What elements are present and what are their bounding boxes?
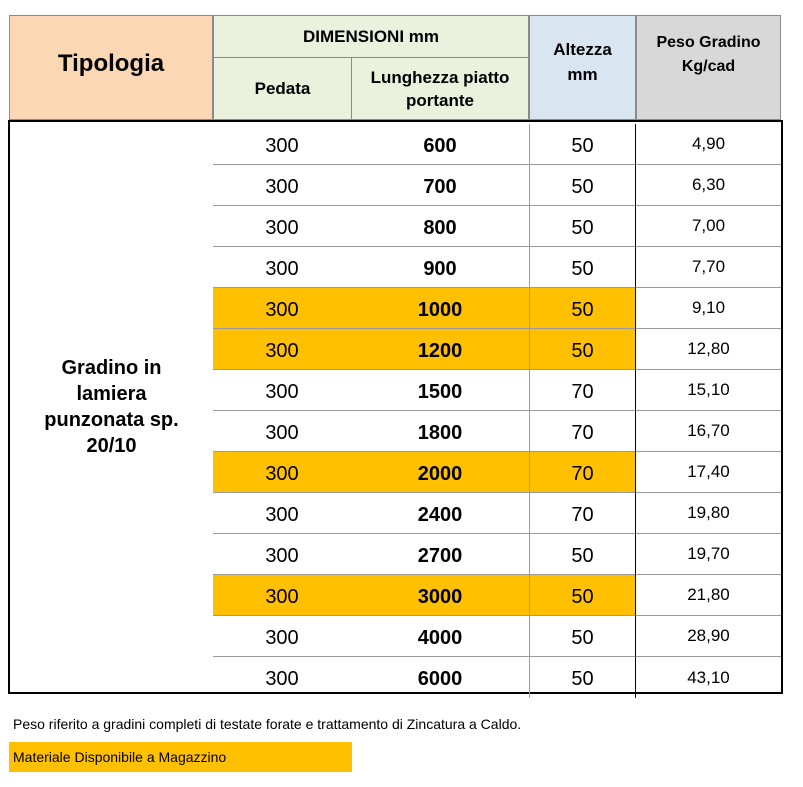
pedata-cell: 300 xyxy=(213,575,351,616)
lunghezza-header xyxy=(351,57,529,120)
altezza-cell: 50 xyxy=(529,329,636,370)
lunghezza-cell: 3000 xyxy=(351,575,529,616)
table-row xyxy=(213,247,781,288)
altezza-cell: 50 xyxy=(529,288,636,329)
peso-cell: 43,10 xyxy=(687,667,730,687)
pedata-header-label: Pedata xyxy=(254,78,311,98)
peso-cell: 28,90 xyxy=(636,616,781,657)
pedata-cell: 300 xyxy=(213,534,351,575)
altezza-cell: 50 xyxy=(529,534,636,575)
legend-label: Materiale Disponibile a Magazzino xyxy=(13,749,227,765)
peso-cell: 19,80 xyxy=(636,493,781,534)
table-row xyxy=(213,124,781,165)
peso-cell: 6,30 xyxy=(636,165,781,206)
tipologia-value: Gradino in lamiera punzonata sp. 20/10 xyxy=(44,357,179,457)
lunghezza-cell: 6000 xyxy=(417,668,463,690)
pedata-cell: 300 xyxy=(213,288,351,329)
lunghezza-cell: 1500 xyxy=(351,370,529,411)
peso-cell: 17,40 xyxy=(636,452,781,493)
peso-cell: 21,80 xyxy=(636,575,781,616)
lunghezza-cell: 600 xyxy=(351,124,529,165)
tipologia-header xyxy=(9,15,213,120)
dimensioni-header xyxy=(213,15,529,58)
altezza-cell: 70 xyxy=(529,452,636,493)
lunghezza-cell: 800 xyxy=(351,206,529,247)
peso-cell: 9,10 xyxy=(636,288,781,329)
altezza-header xyxy=(529,15,636,120)
altezza-cell: 70 xyxy=(529,370,636,411)
peso-cell: 4,90 xyxy=(636,124,781,165)
table-row xyxy=(213,288,781,329)
tipologia-header-label: Tipologia xyxy=(57,49,165,77)
table-row xyxy=(213,370,781,411)
table-row xyxy=(213,206,781,247)
lunghezza-cell: 2400 xyxy=(351,493,529,534)
table-row xyxy=(213,657,781,698)
peso-cell: 15,10 xyxy=(636,370,781,411)
table-row xyxy=(213,616,781,657)
peso-cell: 16,70 xyxy=(636,411,781,452)
pedata-cell: 300 xyxy=(213,493,351,534)
altezza-cell: 50 xyxy=(529,124,636,165)
dimensioni-header-label: DIMENSIONI mm xyxy=(302,26,440,46)
pedata-cell: 300 xyxy=(213,329,351,370)
table-row xyxy=(213,534,781,575)
lunghezza-cell: 900 xyxy=(351,247,529,288)
altezza-cell: 70 xyxy=(529,493,636,534)
table-row xyxy=(213,411,781,452)
altezza-cell: 50 xyxy=(529,247,636,288)
pedata-cell: 300 xyxy=(213,370,351,411)
altezza-cell: 50 xyxy=(529,657,636,698)
pedata-cell: 300 xyxy=(213,124,351,165)
altezza-cell: 50 xyxy=(529,206,636,247)
pedata-header xyxy=(213,57,352,120)
pedata-cell: 300 xyxy=(213,411,351,452)
table-row xyxy=(213,165,781,206)
pedata-cell: 300 xyxy=(213,206,351,247)
peso-cell: 12,80 xyxy=(636,329,781,370)
table-row xyxy=(213,329,781,370)
footnote: Peso riferito a gradini completi di testate forate e trattamento di Zincatura a Caldo. xyxy=(13,716,522,732)
legend-available-stock xyxy=(9,742,352,772)
lunghezza-cell: 4000 xyxy=(351,616,529,657)
peso-cell: 19,70 xyxy=(636,534,781,575)
altezza-header-label: Altezza mm xyxy=(553,39,612,84)
peso-header xyxy=(636,15,781,120)
lunghezza-cell: 2700 xyxy=(351,534,529,575)
pedata-cell: 300 xyxy=(213,616,351,657)
tipologia-cell xyxy=(10,122,213,692)
lunghezza-cell: 1000 xyxy=(351,288,529,329)
peso-cell: 7,70 xyxy=(636,247,781,288)
lunghezza-cell: 700 xyxy=(351,165,529,206)
altezza-cell: 50 xyxy=(529,575,636,616)
table-row xyxy=(213,452,781,493)
peso-cell: 7,00 xyxy=(636,206,781,247)
lunghezza-header-label: Lunghezza piatto portante xyxy=(370,67,510,110)
peso-header-label: Peso Gradino Kg/cad xyxy=(656,33,761,75)
lunghezza-cell: 1800 xyxy=(351,411,529,452)
pedata-cell: 300 xyxy=(213,452,351,493)
lunghezza-cell: 1200 xyxy=(351,329,529,370)
altezza-cell: 70 xyxy=(529,411,636,452)
lunghezza-cell: 2000 xyxy=(351,452,529,493)
table-rows xyxy=(213,124,781,698)
altezza-cell: 50 xyxy=(529,165,636,206)
pedata-cell: 300 xyxy=(213,165,351,206)
pedata-cell: 300 xyxy=(213,247,351,288)
table-row xyxy=(213,575,781,616)
table-row xyxy=(213,493,781,534)
altezza-cell: 50 xyxy=(529,616,636,657)
pedata-cell: 300 xyxy=(265,668,299,690)
